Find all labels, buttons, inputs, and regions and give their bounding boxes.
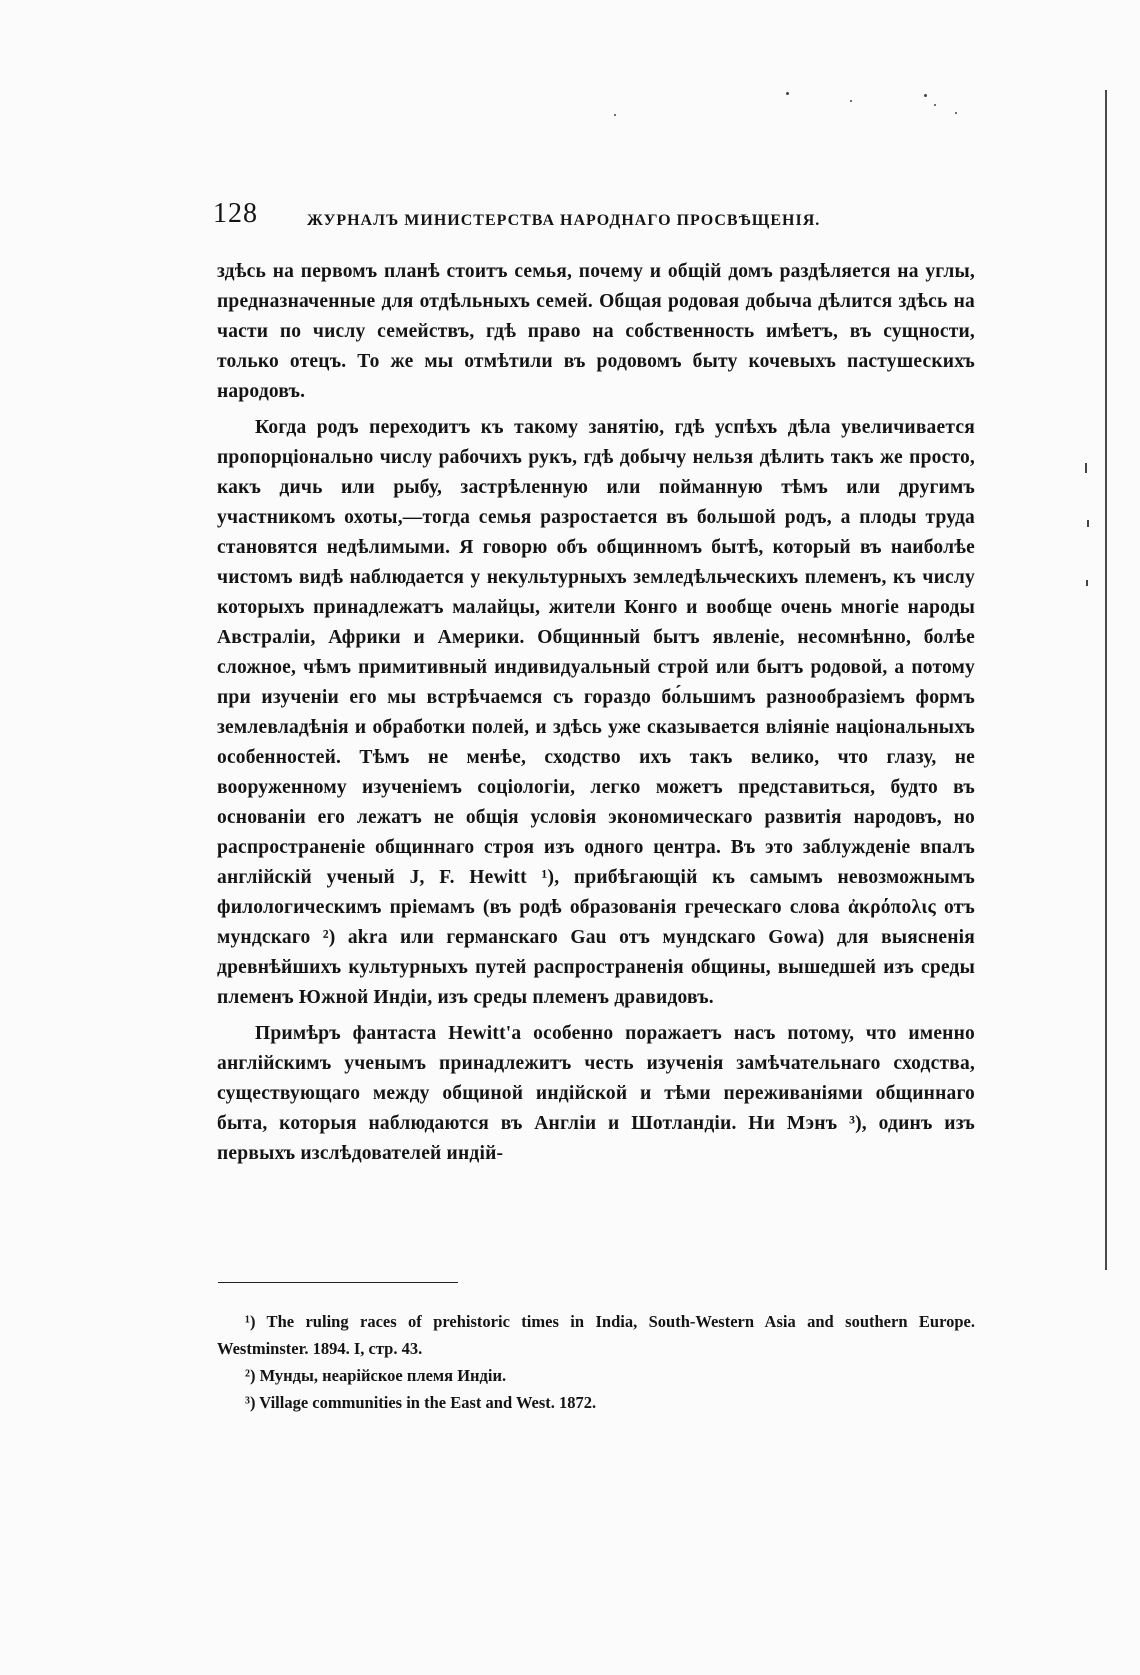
scan-speck bbox=[1087, 520, 1089, 527]
scan-speck bbox=[1085, 463, 1087, 473]
scan-speck bbox=[934, 104, 936, 106]
running-title: ЖУРНАЛЪ МИНИСТЕРСТВА НАРОДНАГО ПРОСВѢЩЕНІЯ. bbox=[307, 212, 821, 229]
scan-speck bbox=[786, 92, 789, 95]
footnotes bbox=[217, 1308, 975, 1416]
footnote: ²) Мунды, неарійское племя Индіи. bbox=[245, 1366, 507, 1385]
scan-speck bbox=[924, 94, 927, 97]
scan-edge-line bbox=[1105, 90, 1107, 1270]
paragraph: здѣсь на первомъ планѣ стоитъ семья, почему и общій домъ раздѣляется на углы, предназначенные для отдѣльныхъ семей. Общая родовая добыча дѣлится здѣсь на части по числу семействъ, гдѣ право на собственность имѣетъ, въ сущности, только отецъ. То же мы отмѣтили въ родовомъ быту кочевыхъ пастушескихъ народовъ. bbox=[217, 261, 975, 402]
page-header bbox=[213, 198, 973, 238]
main-text bbox=[217, 257, 975, 1175]
page-number: 128 bbox=[213, 198, 258, 229]
paragraph: Когда родъ переходитъ къ такому занятію, гдѣ успѣхъ дѣла увеличивается пропорціонально числу рабочихъ рукъ, гдѣ добычу нельзя дѣлить такъ же просто, какъ дичь или рыбу, застрѣленную или пойманную тѣмъ или другимъ участникомъ охоты,—тогда семья разростается въ большой родъ, а плоды труда становятся недѣлимыми. Я говорю объ общинномъ бытѣ, который въ наиболѣе чистомъ видѣ наблюдается у некультурныхъ земледѣльческихъ племенъ, къ числу которыхъ принадлежатъ малайцы, жители Конго и вообще очень многіе народы Австраліи, Африки и Америки. Общинный бытъ явленіе, несомнѣнно, болѣе сложное, чѣмъ примитивный индивидуальный строй или бытъ родовой, а потому при изученіи его мы встрѣчаемся съ гораздо бо́льшимъ разнообразіемъ формъ землевладѣнія и обработки полей, и здѣсь уже сказывается вліяніе національныхъ особенностей. Тѣмъ не менѣе, сходство ихъ такъ велико, что глазу, не вооруженному изученіемъ соціологіи, легко можетъ представиться, будто въ основаніи его лежатъ не общія условія экономическаго развитія народовъ, но распространеніе общиннаго строя изъ одного центра. Въ это заблужденіе впалъ англійскій ученый J, F. Hewitt ¹), прибѣгающій къ самымъ невозможнымъ филологическимъ пріемамъ (въ родѣ образованія греческаго слова ἀκρόπολις отъ мундскаго ²) akra или германскаго Gau отъ мундскаго Gowa) для выясненія древнѣйшихъ культурныхъ путей распространенія общины, вышедшей изъ среды племенъ Южной Индіи, изъ среды племенъ дравидовъ. bbox=[217, 417, 975, 1008]
scan-speck bbox=[850, 100, 852, 102]
scan-speck bbox=[955, 112, 957, 114]
footnote: ³) Village communities in the East and West. 1872. bbox=[245, 1393, 597, 1412]
scan-speck bbox=[614, 114, 616, 116]
footnote-separator bbox=[218, 1282, 458, 1283]
paragraph: Примѣръ фантаста Hewitt'а особенно поражаетъ насъ потому, что именно англійскимъ ученымъ принадлежитъ честь изученія замѣчательнаго сходства, существующаго между общиной индійской и тѣми переживаніями общиннаго быта, которыя наблюдаются въ Англіи и Шотландіи. Ни Мэнъ ³), одинъ изъ первыхъ изслѣдователей индій- bbox=[217, 1023, 975, 1164]
scan-speck bbox=[1086, 580, 1088, 586]
footnote: ¹) The ruling races of prehistoric times in India, South-Western Asia and southern Europe. Westminster. 1894. I, стр. 43. bbox=[217, 1312, 975, 1358]
